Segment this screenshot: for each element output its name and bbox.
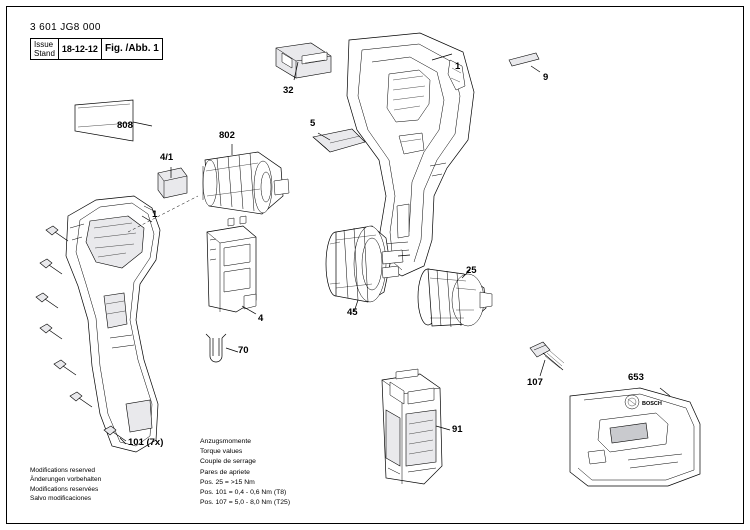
- screw-101-5: [54, 360, 76, 375]
- part-number: 3 601 JG8 000: [30, 22, 101, 33]
- callout-1-left: 1: [152, 209, 158, 220]
- part-25-chuck: [418, 269, 492, 327]
- part-32-contact-block: [276, 43, 331, 78]
- part-4-1-switch-cap: [158, 168, 187, 198]
- issue-label-en: Issue: [34, 40, 54, 49]
- torque-line-1: Anzugsmomente: [200, 438, 252, 445]
- torque-note: [200, 437, 290, 508]
- callout-4: 4: [258, 313, 264, 324]
- part-653-charger: [570, 388, 700, 486]
- part-70-spring-clip: [206, 334, 226, 362]
- callout-91: 91: [452, 424, 463, 435]
- callout-25: 25: [466, 265, 477, 276]
- torque-line-2: Torque values: [200, 448, 243, 456]
- callout-653: 653: [628, 372, 644, 383]
- screw-101-2: [40, 259, 62, 274]
- screw-101-3: [36, 293, 58, 308]
- footer-line-de: Änderungen vorbehalten: [30, 476, 102, 484]
- callout-802: 802: [219, 130, 235, 141]
- torque-line-6: Pos. 101 = 0,4 - 0,6 Nm (T8): [200, 488, 287, 496]
- torque-line-7: Pos. 107 = 5,0 - 8,0 Nm (T25): [200, 499, 291, 507]
- callout-70: 70: [238, 345, 249, 356]
- footer-line-es: Salvo modificaciones: [30, 495, 92, 503]
- figure-label-cell: Fig. /Abb. 1: [101, 38, 163, 60]
- callout-808: 808: [117, 120, 133, 131]
- part-802-motor: [203, 152, 289, 214]
- footer-legal-note: [30, 466, 101, 504]
- part-5-cover-plate: [313, 129, 365, 152]
- callout-1-top: 1: [455, 61, 461, 72]
- callout-32: 32: [283, 85, 294, 96]
- part-107-screw: [530, 342, 564, 370]
- issue-date-cell: 18-12-12: [58, 38, 101, 60]
- part-91-battery-pack: [382, 369, 442, 484]
- screw-101-6: [70, 392, 92, 407]
- callout-4-1: 4/1: [160, 152, 174, 163]
- footer-line-en: Modifications reserved: [30, 467, 96, 474]
- svg-text:BOSCH: BOSCH: [642, 401, 662, 407]
- part-1-housing-half-left: [66, 196, 198, 452]
- part-9-nameplate: [509, 53, 539, 66]
- torque-line-4: Pares de apriete: [200, 468, 250, 476]
- screw-101-4: [40, 324, 62, 339]
- callout-45: 45: [347, 307, 358, 318]
- torque-line-3: Couple de serrage: [200, 458, 256, 466]
- callout-5: 5: [310, 118, 316, 129]
- footer-line-fr: Modifications reservées: [30, 485, 99, 493]
- screw-101-1: [46, 226, 68, 241]
- issue-label-de: Stand: [34, 49, 55, 59]
- part-4-electronics-module: [207, 216, 256, 312]
- callout-107: 107: [527, 377, 543, 388]
- torque-line-5: Pos. 25 = >15 Nm: [200, 478, 255, 486]
- callout-9: 9: [543, 72, 549, 83]
- callout-101: 101 (7x): [128, 437, 164, 448]
